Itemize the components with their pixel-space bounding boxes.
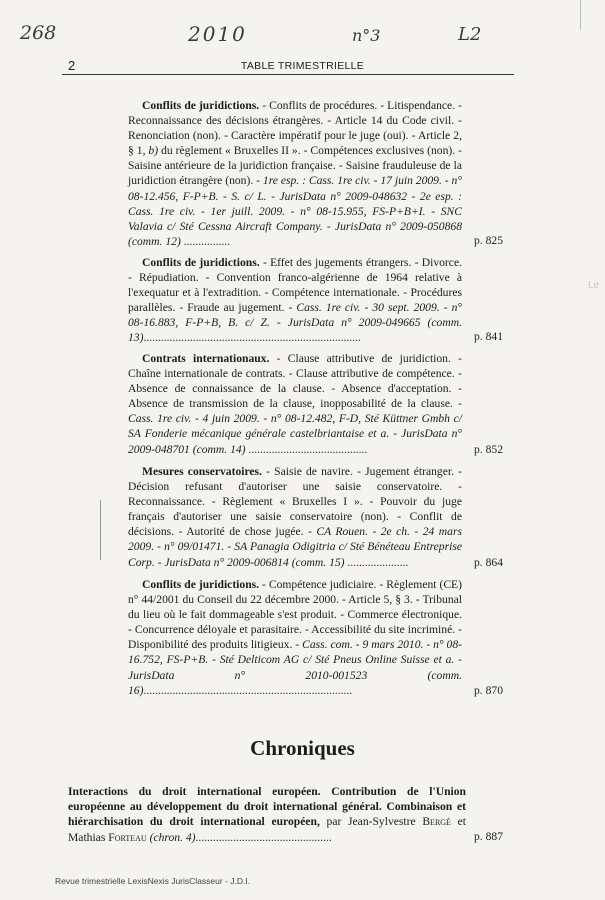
entry-3 bbox=[128, 351, 462, 457]
chronique-ref: (chron. 4) bbox=[149, 830, 196, 844]
handwritten-year: 2010 bbox=[188, 22, 247, 46]
chronique-page: p. 887 bbox=[474, 830, 503, 843]
entry-body: - Clause attributive de juridiction. - Chaîne internationale de contrats. - Clause attributive de compétence. - Absence de connaissance de la clause. - Absence d'acceptation. - Absence de transmission de la clause, inopposabilité de la clause. - bbox=[128, 352, 462, 411]
handwritten-number: 268 bbox=[20, 22, 57, 44]
entry-citation: Cass. 1re civ. - 4 juin 2009. - n° 08-12.482, F-D, Sté Küttner Gmbh c/ SA Fonderie mécanique générale castelbriantaise et a. - JurisData n° 2009-048701 (comm. 14) bbox=[128, 412, 462, 456]
entry-2-page: p. 841 bbox=[474, 330, 503, 343]
entry-leader: ........................................................................ bbox=[143, 683, 353, 697]
chronique-leader: ............................................... bbox=[195, 830, 332, 844]
chronique-by: par Jean-Sylvestre bbox=[319, 815, 423, 829]
chronique-author-1: Bergé bbox=[422, 815, 451, 829]
entry-3-page: p. 852 bbox=[474, 443, 503, 456]
entry-body: - Compétence judiciaire. - Règlement (CE) n° 44/2001 du Conseil du 22 décembre 2000. - Article 5, § 3. - Tribunal du lieu où le fait dommageable s'est produit. - Commerce électronique. - Concurrence déloyale et parasitaire. - Accessibilité du site incriminé. - Disponibilité des produits litigieux. - bbox=[128, 578, 462, 652]
entry-leader: ................ bbox=[180, 234, 231, 248]
entry-4-page: p. 864 bbox=[474, 556, 503, 569]
entry-body: - Saisie de navire. - Jugement étranger. - Décision refusant d'autoriser une saisie conservatoire. - Reconnaissance. - Règlement « Bruxelles I ». - Pouvoir du juge français d'autoriser une saisie conservatoire (non). - Conflit de décisions. - Autorité de chose jugée. - bbox=[128, 465, 462, 539]
entry-5-page: p. 870 bbox=[474, 684, 503, 697]
entry-body: - Effet des jugements étrangers. - Divorce. - Répudiation. - Convention franco-algérienne de 1964 relative à l'exequatur et à l'extradition. - Compétence internationale. - Procédures parallèles. - Fraude au jugement. - bbox=[128, 256, 462, 315]
entry-leader: ......................................... bbox=[245, 442, 368, 456]
section-title: Chroniques bbox=[250, 736, 355, 760]
entry-citation: 1re esp. : Cass. 1re civ. - 17 juin 2009. - n° 08-12.456, F-P+B. - S. c/ L. - JurisData n° 2009-048632 - 2e esp. : Cass. 1re civ. - 1er juill. 2009. - n° 08-15.955, FS-P+B+I. - SNC Valavia c/ Sté Cessna Aircraft Company. - JurisData n° 2009-050868 (comm. 12) bbox=[128, 174, 462, 248]
chronique-title: Interactions du droit international européen. Contribution de l'Union européenne au développement du droit international général. Combinaison et hiérarchisation du droit international européen, bbox=[68, 785, 466, 829]
entry-citation: CA Rouen. - 2e ch. - 24 mars 2009. - n° 09/01471. - SA Panagia Odigitria c/ Sté Bénéteau Entreprise Corp. - JurisData n° 2009-006814 (comm. 15) bbox=[128, 525, 462, 569]
chronique-entry bbox=[68, 784, 466, 845]
header-rule bbox=[62, 74, 514, 75]
handwritten-issue: n°3 bbox=[352, 26, 381, 45]
handwritten-code: L2 bbox=[458, 24, 482, 45]
entry-1 bbox=[128, 98, 462, 249]
footer: Revue trimestrielle LexisNexis JurisClasseur - J.D.I. bbox=[55, 876, 251, 886]
entry-1-page: p. 825 bbox=[474, 234, 503, 247]
entry-body-cont: du règlement « Bruxelles II ». - Compétences exclusives (non). - Saisine antérieure de la juridiction française. - Saisine frauduleuse de la juridiction étrangère (non). - bbox=[128, 144, 462, 188]
entry-5 bbox=[128, 577, 462, 698]
entry-citation: Cass. 1re civ. - 30 sept. 2009. - n° 08-16.883, F-P+B, B. c/ Z. - JurisData n° 2009-049665 (comm. 13) bbox=[128, 301, 463, 345]
entry-leader: ..................... bbox=[344, 555, 409, 569]
running-title: TABLE TRIMESTRIELLE bbox=[240, 60, 365, 72]
entry-body-italic: b) bbox=[148, 144, 159, 158]
entry-heading: Conflits de juridictions. bbox=[142, 256, 260, 269]
entry-heading: Contrats internationaux. bbox=[142, 352, 270, 365]
entry-leader: ........................................................................... bbox=[143, 331, 361, 345]
entry-heading: Conflits de juridictions. bbox=[142, 578, 260, 591]
scan-mark bbox=[580, 0, 581, 30]
page-number: 2 bbox=[68, 58, 76, 73]
entry-2 bbox=[128, 255, 462, 346]
entry-4 bbox=[128, 464, 462, 570]
entry-body: - Conflits de procédures. - Litispendance. - Reconnaissance des décisions étrangères. - Article 14 du Code civil. - Renonciation (non). - Caractère impératif pour le juge (oui). - Article 2, § 1, bbox=[128, 99, 462, 158]
chronique-and: et Mathias bbox=[68, 815, 467, 844]
entry-heading: Mesures conservatoires. bbox=[142, 465, 262, 478]
scan-mark bbox=[100, 500, 101, 560]
entry-heading: Conflits de juridictions. bbox=[142, 99, 260, 112]
chronique-author-2: Forteau bbox=[108, 830, 147, 844]
entry-citation: Cass. com. - 9 mars 2010. - n° 08-16.752, FS-P+B. - Sté Delticom AG c/ Sté Pneus Online Suisse et a. - JurisData n° 2010-001523 (comm. 16) bbox=[128, 638, 462, 697]
bleed-through: Le bbox=[588, 280, 600, 291]
